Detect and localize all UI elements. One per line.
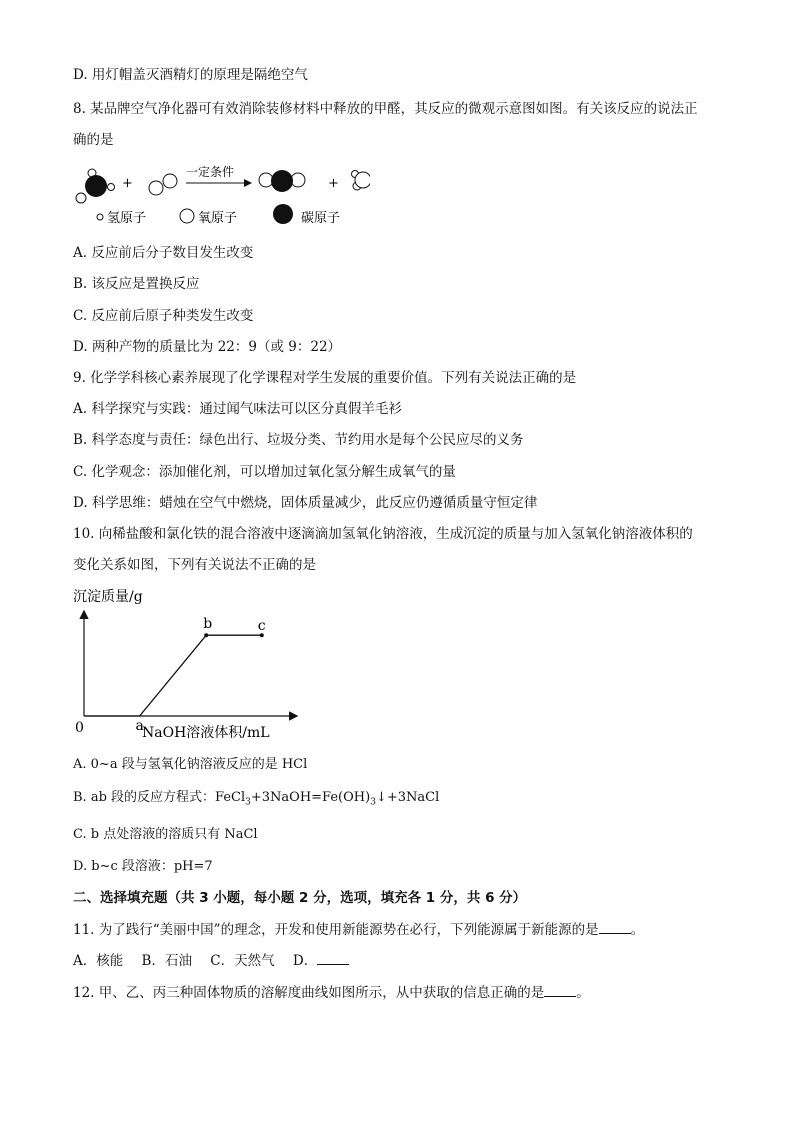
legend-hydrogen: 氢原子 [107,211,147,226]
legend-oxygen: 氧原子 [198,211,238,226]
q8-option-c: C. 反应前后原子种类发生改变 [73,308,254,324]
q7-option-d: D. 用灯帽盖灭酒精灯的原理是隔绝空气 [73,67,308,83]
q10-precipitate-chart [70,584,310,744]
q10-option-c: C. b 点处溶液的溶质只有 NaCl [73,827,258,842]
q9-stem: 9. 化学学科核心素养展现了化学课程对学生发展的重要价值。下列有关说法正确的是 [73,370,577,386]
q8-option-b: B. 该反应是置换反应 [73,276,200,292]
q11-option-c: C．天然气 [210,953,275,969]
origin-label: 0 [75,720,84,736]
precipitate-line [84,635,262,716]
q11-stem: 11. 为了践行“美丽中国”的理念，开发和使用新能源势在必行，下列能源属于新能源的是 。 [73,922,645,938]
q11-option-d: D． [292,953,318,969]
q10-stem-line1: 10. 向稀盐酸和氯化铁的混合溶液中逐滴滴加氢氧化钠溶液，生成沉淀的质量与加入氢氧化钠溶液体积的 [73,526,693,542]
q8-stem-line2: 确的是 [73,132,114,148]
q11-answer-blank[interactable] [599,921,631,934]
q8-option-a: A. 反应前后分子数目发生改变 [73,245,254,261]
water-molecule [352,171,371,191]
q12-answer-blank[interactable] [544,984,576,997]
legend-oxygen-icon [180,209,194,223]
q8-option-d: D. 两种产物的质量比为 22：9（或 9：22） [73,339,342,355]
reaction-condition: 一定条件 [186,165,235,179]
q9-option-b: B. 科学态度与责任：绿色出行、垃圾分类、节约用水是每个公民应尽的义务 [73,432,524,448]
oxygen-molecule [149,174,177,195]
q8-stem-line1: 8. 某品牌空气净化器可有效消除装修材料中释放的甲醛，其反应的微观示意图如图。有关该反应的说法正 [73,101,698,117]
q9-option-c: C. 化学观念：添加催化剂，可以增加过氧化氢分解生成氧气的量 [73,464,456,480]
plus-sign-2: + [328,176,339,191]
q11-options [73,952,349,970]
section-2-title: 二、选择填充题（共 3 小题，每小题 2 分，选项，填充各 1 分，共 6 分） [73,890,527,906]
point-b-label: b [203,616,213,633]
q10-option-d: D. b~c 段溶液：pH=7 [73,859,213,874]
q11-option-a: A．核能 [73,953,124,969]
x-axis-label: NaOH溶液体积/mL [142,725,270,741]
legend-hydrogen-icon [97,214,103,220]
q10-stem-line2: 变化关系如图，下列有关说法不正确的是 [73,557,316,573]
q8-reaction-diagram [70,162,370,232]
legend-carbon-icon [273,204,293,224]
q10-option-b: B. ab 段的反应方程式：$FeCl_3+3NaOH=Fe(OH)_3↓+3NaCl$ [73,790,440,808]
q9-option-d: D. 科学思维：蜡烛在空气中燃烧，固体质量减少，此反应仍遵循质量守恒定律 [73,495,538,511]
q9-option-a: A. 科学探究与实践：通过闻气味法可以区分真假羊毛衫 [73,401,402,417]
point-a-label: a [135,718,144,734]
formaldehyde-molecule [76,169,115,203]
legend-carbon: 碳原子 [301,211,341,226]
arrow-head-icon [244,179,252,187]
plus-sign-1: + [122,176,133,191]
q12-stem: 12. 甲、乙、丙三种固体物质的溶解度曲线如图所示，从中获取的信息正确的是 。 [73,985,590,1001]
point-b [204,633,208,637]
q11-option-b: B．石油 [141,953,192,969]
q11-option-d-blank[interactable] [317,952,349,965]
point-c-label: c [257,618,266,635]
q10-option-a: A. 0~a 段与氢氧化钠溶液反应的是 HCl [73,757,308,772]
y-axis-label: 沉淀质量/g [73,589,143,605]
carbon-dioxide-molecule [259,170,305,192]
